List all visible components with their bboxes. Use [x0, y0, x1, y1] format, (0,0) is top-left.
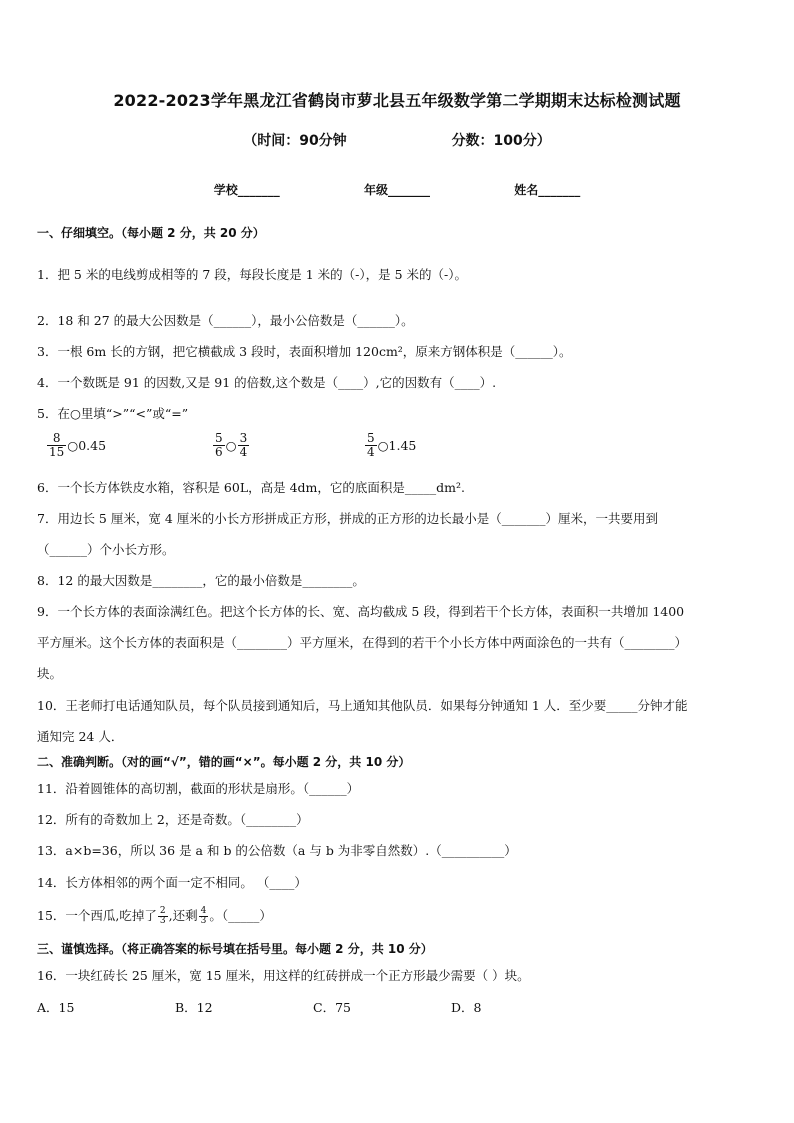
question-15: 15．一个西瓜,吃掉了 $\frac{2}{3}$ ,还剩 $\frac{4}{3}$ 。（_____） [37, 906, 272, 926]
question-5-item-b: $\frac{5}{6}$ ○ $\frac{3}{4}$ [215, 431, 248, 459]
question-5-item-a: $\frac{8}{15}$ ○0.45 [49, 431, 107, 459]
exam-meta [0, 130, 794, 150]
question-9-line-2: 平方厘米。这个长方体的表面积是（________）平方厘米，在得到的若干个小长方体中两面涂色的一共有（________） [37, 635, 688, 650]
fraction: $\frac{5}{6}$ [215, 431, 223, 459]
question-16: 16．一块红砖长 25 厘米，宽 15 厘米，用这样的红砖拼成一个正方形最少需要（ ）块。 [37, 968, 530, 983]
section-heading-1: 一、仔细填空。（每小题 2 分，共 20 分） [37, 226, 265, 240]
question-5-item-c: $\frac{5}{4}$ ○1.45 [367, 431, 417, 459]
grade-field: 年级_______ [363, 183, 430, 197]
option-b[interactable]: B．12 [175, 1000, 213, 1015]
school-field: 学校_______ [213, 183, 280, 197]
question-10-line-2: 通知完 24 人． [37, 729, 124, 744]
question-13: 13．a×b=36，所以 36 是 a 和 b 的公倍数（a 与 b 为非零自然数）.（__________） [37, 843, 517, 858]
exam-time: （时间：90分钟 [243, 133, 347, 149]
name-field: 姓名_______ [514, 183, 581, 197]
question-9-line-1: 9．一个长方体的表面涂满红色。把这个长方体的长、宽、高均截成 5 段，得到若干个长方体，表面积一共增加 1400 [37, 604, 685, 619]
question-16-options [37, 998, 589, 1016]
fraction: $\frac{3}{4}$ [239, 431, 248, 459]
question-10-line-1: 10．王老师打电话通知队员，每个队员接到通知后，马上通知其他队员．如果每分钟通知 1 人．至少要_____分钟才能 [37, 698, 688, 713]
question-14: 14．长方体相邻的两个面一定不相同。 （____） [37, 875, 307, 890]
option-a[interactable]: A．15 [37, 1000, 75, 1015]
question-11: 11．沿着圆锥体的高切割，截面的形状是扇形。（______） [37, 781, 360, 796]
option-d[interactable]: D．8 [451, 1000, 482, 1015]
question-3: 3．一根 6m 长的方钢，把它横截成 3 段时，表面积增加 120cm²，原来方钢体积是（______）。 [37, 344, 572, 359]
section-heading-3: 三、谨慎选择。（将正确答案的标号填在括号里。每小题 2 分，共 10 分） [37, 942, 433, 956]
question-8: 8．12 的最大因数是________，它的最小倍数是________。 [37, 573, 365, 588]
question-1: 1．把 5 米的电线剪成相等的 7 段，每段长度是 1 米的（-），是 5 米的（-）。 [37, 267, 468, 282]
question-6: 6．一个长方体铁皮水箱，容积是 60L，高是 4dm，它的底面积是_____dm². [37, 480, 466, 495]
question-7-line-1: 7．用边长 5 厘米，宽 4 厘米的小长方形拼成正方形，拼成的正方形的边长最小是（_______）厘米，一共要用到 [37, 511, 659, 526]
fraction: $\frac{5}{4}$ [367, 431, 375, 459]
student-info [0, 181, 794, 198]
exam-score: 分数：100分） [451, 133, 551, 149]
fraction: $\frac{2}{3}$ [159, 906, 166, 926]
question-9-line-3: 块。 [37, 666, 63, 681]
question-7-line-2: （______）个小长方形。 [37, 542, 175, 557]
question-4: 4．一个数既是 91 的因数,又是 91 的倍数,这个数是（____）,它的因数有（____）. [37, 375, 497, 390]
fraction: $\frac{4}{3}$ [200, 906, 207, 926]
option-c[interactable]: C．75 [313, 1000, 351, 1015]
section-heading-2: 二、准确判断。（对的画“√”，错的画“×”。每小题 2 分，共 10 分） [37, 755, 411, 769]
fraction: $\frac{8}{15}$ [49, 431, 65, 459]
question-12: 12．所有的奇数加上 2，还是奇数。（________） [37, 812, 309, 827]
question-2: 2．18 和 27 的最大公因数是（______），最小公倍数是（______）。 [37, 313, 414, 328]
page-title: 2022-2023学年黑龙江省鹤岗市萝北县五年级数学第二学期期末达标检测试题 [113, 91, 681, 110]
question-5: 5．在○里填“>”“<”或“=” [37, 406, 189, 421]
